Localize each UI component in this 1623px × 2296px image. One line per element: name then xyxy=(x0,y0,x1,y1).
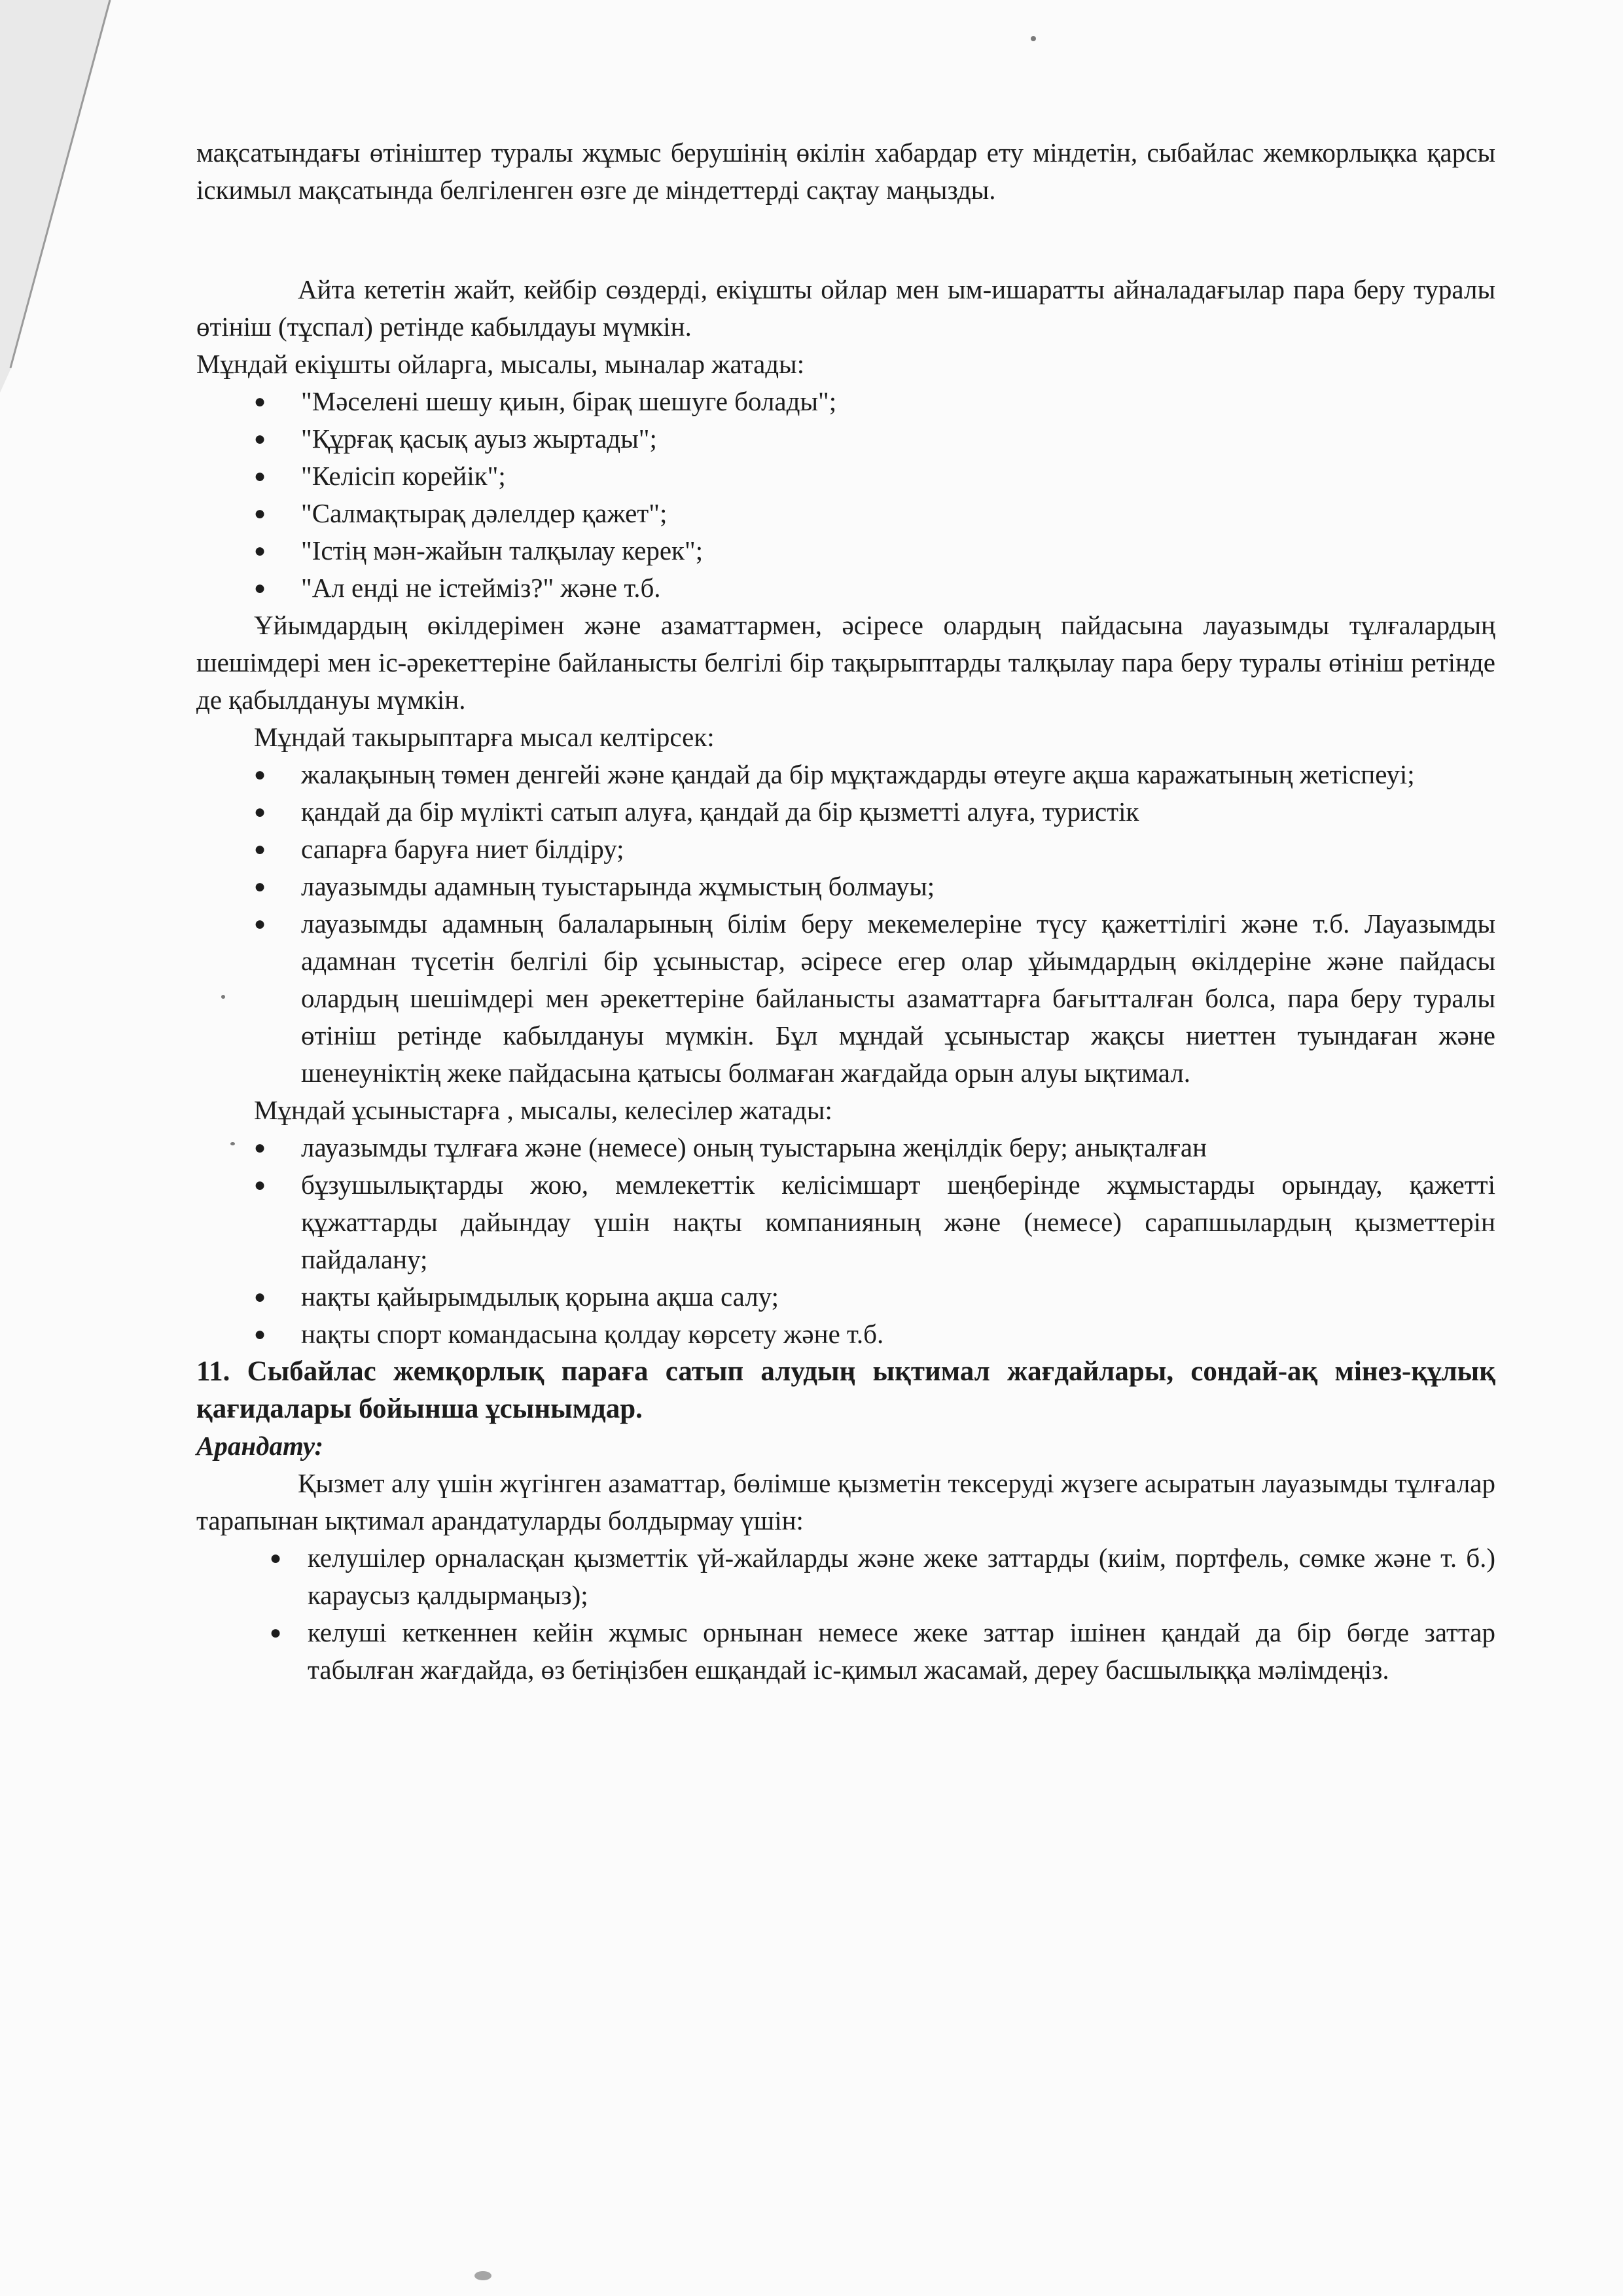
bullet-icon: ● xyxy=(254,503,266,524)
list-item: ● жалақының төмен денгейі және қандай да бір мұқтаждарды өтеуге ақша каражатының жетіспеуі; xyxy=(196,756,1495,793)
bullet-icon: ● xyxy=(270,1547,282,1569)
offers-lead: Мұндай ұсыныстарға , мысалы, келесілер жатады: xyxy=(254,1095,832,1125)
list-item: ● "Істің мән-жайын талқылау керек"; xyxy=(196,532,1495,569)
section-heading: 11. Сыбайлас жемқорлық параға сатып алудың ықтимал жағдайлары, сондай-ақ мінез-құлық қағидалары бойынша ұсынымдар. xyxy=(196,1356,1495,1424)
scan-speck xyxy=(474,2271,491,2280)
ambiguous-intro-paragraph: Айта кететін жайт, кейбір сөздерді, екіұшты ойлар мен ым-ишаратты айналадағылар пара беру туралы өтініш (тұспал) ретінде кабылдауы мүмкін. xyxy=(196,274,1495,342)
offers-list xyxy=(196,1129,1495,1353)
list-item: ● "Құрғақ қасық ауыз жыртады"; xyxy=(196,420,1495,457)
bullet-icon: ● xyxy=(254,391,266,412)
bullet-icon: ● xyxy=(254,1174,266,1196)
list-item: ● қандай да бір мүлікті сатып алуға, қандай да бір қызметті алуға, туристік xyxy=(196,793,1495,831)
bullet-icon: ● xyxy=(254,876,266,897)
list-item: ● лауазымды адамның балаларының білім беру мекемелеріне түсу қажеттілігі және т.б. Лауазымды адамнан түсетін белгілі бір ұсыныстар, әсіресе егер олар ұйымдардың өкілдеріне және пайдасы олардың шешімдері мен әрекеттеріне байланысты азаматтарға бағытталған болса, пара беру туралы өтініш ретінде кабылдануы мүмкін. Бұл мұндай ұсыныстар жақсы ниеттен туындаған және шенеуніктің жеке пайдасына қатысы болмаған жағдайда орын алуы ықтимал. xyxy=(196,905,1495,1092)
bullet-icon: ● xyxy=(254,540,266,562)
bullet-icon: ● xyxy=(254,801,266,823)
list-item: ● нақты қайырымдылық қорына ақша салу; xyxy=(196,1278,1495,1316)
topics-lead: Мұндай такырыптарға мысал келтірсек: xyxy=(254,722,715,752)
intro-paragraph: мақсатындағы өтініштер туралы жұмыс берушінің өкілін хабардар ету міндетін, сыбайлас жемкорлықка қарсы іскимыл мақсатында белгіленген өзге де міндеттерді сақтау маңызды. xyxy=(196,137,1495,205)
list-item: ● "Ал енді не істейміз?" және т.б. xyxy=(196,569,1495,607)
list-item: ● келушілер орналасқан қызметтік үй-жайларды және жеке заттарды (киім, портфель, сөмке және т. б.) караусыз қалдырмаңыз); xyxy=(196,1539,1495,1614)
bullet-icon: ● xyxy=(270,1622,282,1643)
list-item: ● сапарға баруға ниет білдіру; xyxy=(196,831,1495,868)
bullet-icon: ● xyxy=(254,913,266,935)
bullet-icon: ● xyxy=(254,465,266,487)
topics-list xyxy=(196,756,1495,1092)
bullet-icon: ● xyxy=(254,1137,266,1158)
topics-intro-paragraph: Ұйымдардың өкілдерімен және азаматтармен, әсіресе олардың пайдасына лауазымды тұлғалардың шешімдері мен іс-әрекеттеріне байланысты белгілі бір тақырыптарды талқылау пара беру туралы өтініш ретінде де қабылдануы мүмкін. xyxy=(196,610,1495,715)
list-item: ● лауазымды адамның туыстарында жұмыстың болмауы; xyxy=(196,868,1495,905)
list-item: ● "Салмақтырақ дәлелдер қажет"; xyxy=(196,495,1495,532)
bullet-icon: ● xyxy=(254,428,266,450)
bullet-icon: ● xyxy=(254,838,266,860)
list-item: ● "Келісіп корейік"; xyxy=(196,457,1495,495)
scan-speck xyxy=(1031,36,1036,41)
list-item: ● "Мәселені шешу қиын, бірақ шешуге болады"; xyxy=(196,383,1495,420)
list-item: ● нақты спорт командасына қолдау көрсету және т.б. xyxy=(196,1316,1495,1353)
provocation-intro-paragraph: Қызмет алу үшін жүгінген азаматтар, бөлімше қызметін тексеруді жүзеге асыратын лауазымды тұлғалар тарапынан ықтимал арандатуларды болдырмау үшін: xyxy=(196,1468,1495,1535)
provocation-rules-list xyxy=(196,1539,1495,1689)
bullet-icon: ● xyxy=(254,1286,266,1308)
list-item: ● бұзушылықтарды жою, мемлекеттік келісімшарт шеңберінде жұмыстарды орындау, қажетті құжаттарды дайындау үшін нақты компанияның және (немесе) сарапшылардың қызметтерін пайдалану; xyxy=(196,1166,1495,1278)
list-item: ● лауазымды тұлғаға және (немесе) оның туыстарына жеңілдік беру; анықталған xyxy=(196,1129,1495,1166)
section-subheading: Арандату: xyxy=(196,1431,324,1461)
list-item: ● келуші кеткеннен кейін жұмыс орнынан немесе жеке заттар ішінен қандай да бір бөгде заттар табылған жағдайда, өз бетіңізбен ешқандай іс-қимыл жасамай, дереу басшылыққа мәлімдеңіз. xyxy=(196,1614,1495,1689)
ambiguous-phrases-list xyxy=(196,383,1495,607)
bullet-icon: ● xyxy=(254,1323,266,1345)
document-body xyxy=(196,134,1495,1689)
bullet-icon: ● xyxy=(254,764,266,785)
bullet-icon: ● xyxy=(254,577,266,599)
ambiguous-examples-lead: Мұндай екіұшты ойларга, мысалы, мыналар жатады: xyxy=(196,349,805,379)
